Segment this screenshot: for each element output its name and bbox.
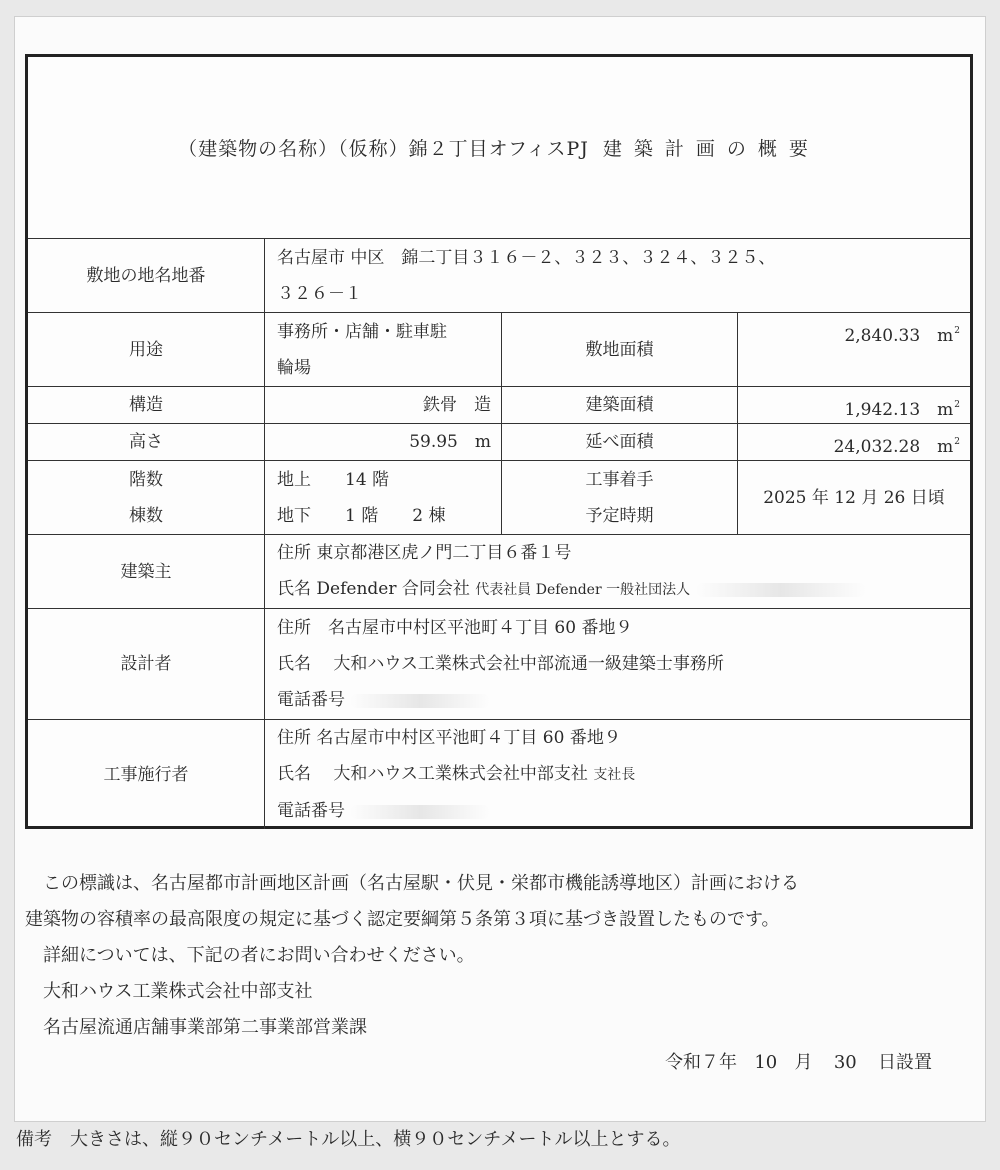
site-area-value [738,313,970,387]
building-name: （建築物の名称）（仮称）錦２丁目オフィスPJ [178,138,589,160]
structure-label: 構造 [28,387,265,424]
redacted-mark [350,694,490,708]
building-area-unit: m [937,400,954,420]
date-month: 10 [754,1052,778,1073]
contractor-name: 氏名 大和ハウス工業株式会社中部支社 [277,764,588,784]
contractor-address: 住所 名古屋市中村区平池町４丁目 60 番地９ [277,728,621,748]
site-address [265,239,970,313]
date-month-unit: 月 [794,1052,813,1073]
designer-phone-label: 電話番号 [277,690,345,710]
structure-value: 鉄骨 造 [265,387,502,424]
floors-value [265,461,502,535]
designer-label: 設計者 [28,609,265,720]
use-value [265,313,502,387]
floor-area-label: 延べ面積 [502,424,738,461]
site-label: 敷地の地名地番 [28,239,265,313]
site-area-number: 2,840.33 [844,326,921,346]
site-address-line1: 名古屋市 中区 錦二丁目３１６－２、３２３、３２４、３２５、 [277,247,776,268]
date-era: 令和７年 [665,1052,738,1073]
installation-date [665,1048,932,1074]
building-area-value [738,387,970,424]
building-area-number: 1,942.13 [844,400,921,420]
site-address-line2: ３２６－１ [277,283,362,304]
floor-area-value [738,424,970,461]
floor-area-number: 24,032.28 [833,437,921,457]
contractor-phone-label: 電話番号 [277,801,345,821]
notice-line-1: この標識は、名古屋都市計画地区計画（名古屋駅・伏見・栄都市機能誘導地区）計画における [25,873,799,894]
date-day-unit: 日設置 [878,1052,932,1073]
start-label [502,461,738,535]
floor-area-unit: m [937,437,954,457]
contractor-phone-row [277,793,970,829]
owner-name: 氏名 Defender 合同会社 [277,579,470,599]
owner-representative: 代表社員 Defender 一般社団法人 [475,582,691,598]
use-line1: 事務所・店舗・駐車駐 [277,321,447,342]
floors-above: 地上 14 階 [277,469,390,490]
start-label-1: 工事着手 [585,469,654,490]
document-title: 建築計画の概要 [602,138,820,160]
notice-board [25,54,973,829]
building-area-unit-sup: 2 [954,400,960,410]
site-area-label: 敷地面積 [502,313,738,387]
contractor-title: 支社長 [593,767,636,783]
contractor-label: 工事施行者 [28,720,265,829]
notice-text [25,866,965,1046]
owner-info [265,535,970,609]
floors-label-2: 棟数 [129,505,163,526]
designer-address: 住所 名古屋市中村区平池町４丁目 60 番地９ [277,618,633,638]
floors-label [28,461,265,535]
building-area-label: 建築面積 [502,387,738,424]
contractor-info [265,720,970,829]
height-label: 高さ [28,424,265,461]
date-day: 30 [833,1052,857,1073]
owner-address: 住所 東京都港区虎ノ門二丁目６番１号 [277,543,572,563]
notice-line-2: 建築物の容積率の最高限度の規定に基づく認定要綱第５条第３項に基づき設置したものです。 [25,909,780,930]
start-value: 2025 年 12 月 26 日頃 [738,461,970,535]
use-line2: 輪場 [277,357,311,378]
site-area-unit-sup: 2 [954,326,960,336]
contractor-name-row [277,756,970,793]
remarks-footer: 備考 大きさは、縦９０センチメートル以上、横９０センチメートル以上とする。 [16,1129,681,1150]
owner-name-row [277,571,970,608]
notice-line-5: 名古屋流通店舗事業部第二事業部営業課 [25,1017,367,1038]
redacted-mark [696,583,866,597]
designer-name: 氏名 大和ハウス工業株式会社中部流通一級建築士事務所 [277,654,724,674]
owner-label: 建築主 [28,535,265,609]
floors-below: 地下 1 階 2 棟 [277,505,446,526]
designer-info [265,609,970,720]
site-area-unit: m [937,326,954,346]
start-label-2: 予定時期 [585,505,654,526]
use-label: 用途 [28,313,265,387]
floor-area-unit-sup: 2 [954,437,960,447]
height-value: 59.95 m [265,424,502,461]
notice-line-4: 大和ハウス工業株式会社中部支社 [25,981,313,1002]
designer-phone-row [277,682,970,718]
floors-label-1: 階数 [129,469,163,490]
redacted-mark [350,805,490,819]
notice-line-3: 詳細については、下記の者にお問い合わせください。 [25,945,475,966]
board-title [28,57,970,239]
